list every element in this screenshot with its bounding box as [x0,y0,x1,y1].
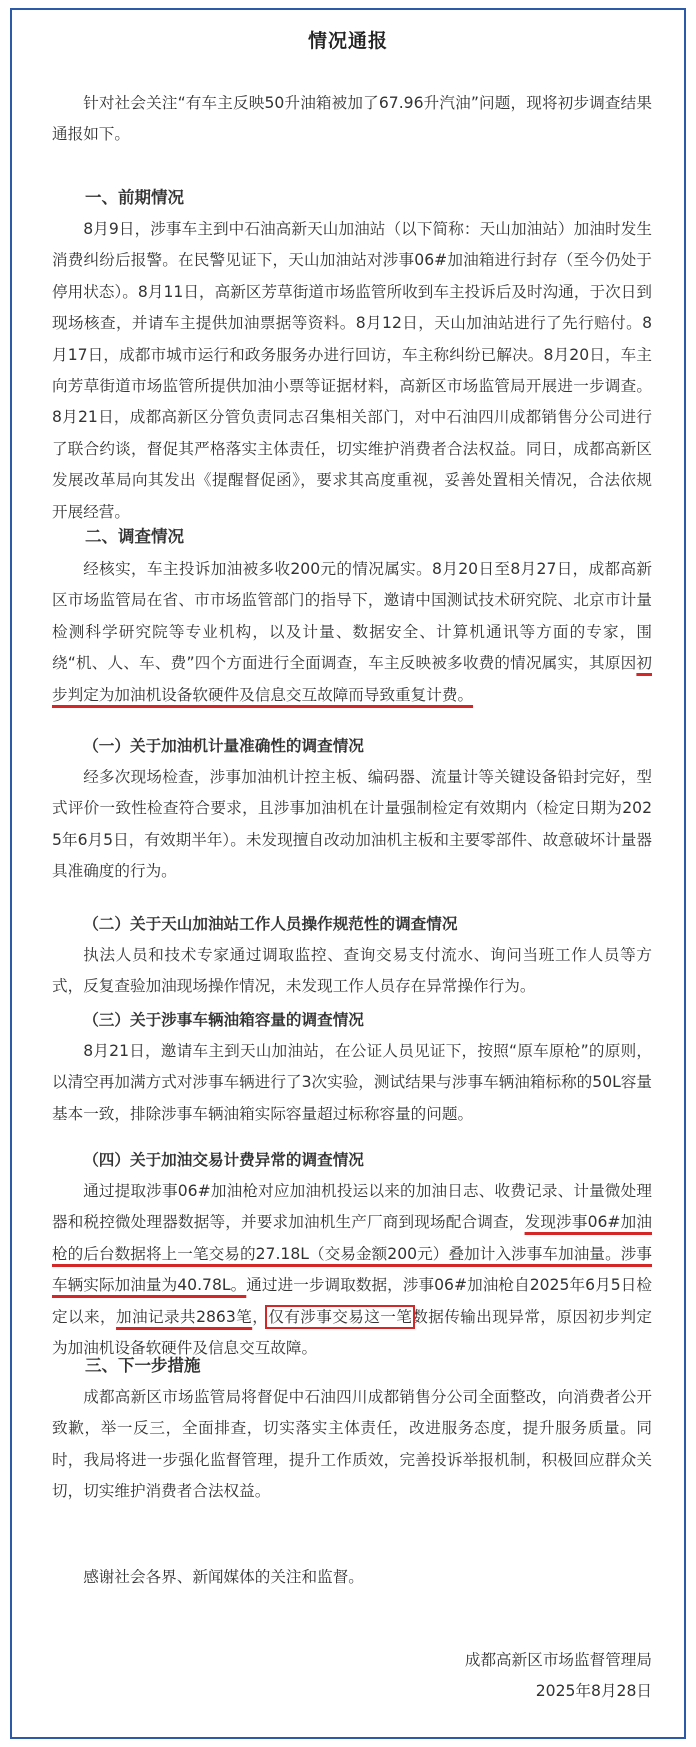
section-text-background: 8月9日，涉事车主到中石油高新天山加油站（以下简称：天山加油站）加油时发生消费纠纷后报警。在民警见证下，天山加油站对涉事06#加油箱进行封存（至今仍处于停用状态）。8月11日，高新区芳草街道市场监管所收到车主投诉后及时沟通，于次日到现场核查，并请车主提供加油票据等资料。8月12日，天山加油站进行了先行赔付。8月17日，成都市城市运行和政务服务办进行回访，车主称纠纷已解决。8月20日，车主向芳草街道市场监管所提供加油小票等证据材料，高新区市场监管局开展进一步调查。8月21日，成都高新区分管负责同志召集相关部门，对中石油四川成都销售分公司进行了联合约谈，督促其严格落实主体责任，切实维护消费者合法权益。同日，成都高新区发展改革局向其发出《提醒督促函》，要求其高度重视，妥善处置相关情况，合法依规开展经营。 [52,220,652,521]
billing-text-g: 数据传输出现异常，原因初步判定为加油机设备软硬件及信息交互故障。 [52,1307,652,1358]
section-text-next-steps: 成都高新区市场监管局将督促中石油四川成都销售分公司全面整改，向消费者公开致歉，举一反三，全面排查，切实落实主体责任，改进服务态度，提升服务质量。同时，我局将进一步强化监督管理，提升工作质效，完善投诉举报机制，积极回应群众关切，切实维护消费者合法权益。 [52,1388,652,1501]
closing-paragraph: 感谢社会各界、新闻媒体的关注和监督。 [83,1568,364,1586]
boxed-only-transaction: 仅有涉事交易这一笔 [268,1307,413,1326]
intro-paragraph: 针对社会关注“有车主反映50升油箱被加了67.96升汽油”问题，现将初步调查结果通报如下。 [52,94,652,144]
section-heading-investigation: 二、调查情况 [85,527,184,546]
signature-org: 成都高新区市场监督管理局 [464,1651,652,1669]
section-heading-background: 一、前期情况 [85,188,184,207]
billing-text-c: 通过进一步调取数据，涉事06#加油枪自2025年6月5日检定以来， [52,1276,652,1326]
signature-date: 2025年8月28日 [535,1682,652,1700]
billing-text-e: ， [252,1307,269,1326]
underlined-conclusion: 初步判定为加油机设备软硬件及信息交互故障而导致重复计费。 [52,654,652,704]
section-heading-next-steps: 三、下一步措施 [85,1356,201,1375]
subsection-text-3: 8月21日，邀请车主到天山加油站，在公证人员见证下，按照“原车原枪”的原则，以清空再加满方式对涉事车辆进行了3次实验，测试结果与涉事车辆油箱标称的50L容量基本一致，排除涉事车辆油箱实际容量超过标称容量的问题。 [52,1042,652,1123]
subsection-heading-1: （一）关于加油机计量准确性的调查情况 [83,737,364,755]
subsection-heading-4: （四）关于加油交易计费异常的调查情况 [83,1151,364,1169]
subsection-heading-2: （二）关于天山加油站工作人员操作规范性的调查情况 [83,915,458,933]
underlined-record-count: 加油记录共2863笔 [116,1307,253,1326]
subsection-heading-3: （三）关于涉事车辆油箱容量的调查情况 [83,1011,364,1029]
subsection-text-4 [52,1176,652,1364]
underlined-finding: 发现涉事06#加油枪的后台数据将上一笔交易的27.18L（交易金额200元）叠加计入涉事车加油量。涉事车辆实际加油量为40.78L。 [52,1213,652,1295]
section-text-investigation [52,554,652,711]
subsection-text-1: 经多次现场检查，涉事加油机计控主板、编码器、流量计等关键设备铅封完好，型式评价一致性检查符合要求，且涉事加油机在计量强制检定有效期内（检定日期为2025年6月5日，有效期半年）。未发现擅自改动加油机主板和主要零部件、故意破坏计量器具准确度的行为。 [52,768,652,881]
subsection-text-2: 执法人员和技术专家通过调取监控、查询交易支付流水、询问当班工作人员等方式，反复查验加油现场操作情况，未发现工作人员存在异常操作行为。 [52,946,652,996]
investigation-text: 经核实，车主投诉加油被多收200元的情况属实。8月20日至8月27日，成都高新区市场监管局在省、市市场监管部门的指导下，邀请中国测试技术研究院、北京市计量检测科学研究院等专业机构，以及计量、数据安全、计算机通讯等方面的专家，围绕“机、人、车、费”四个方面进行全面调查，车主反映被多收费的情况属实，其原因 [52,560,652,673]
billing-text-a: 通过提取涉事06#加油枪对应加油机投运以来的加油日志、收费记录、计量微处理器和税控微处理器数据等，并要求加油机生产厂商到现场配合调查， [52,1182,652,1232]
document-title: 情况通报 [307,30,388,52]
